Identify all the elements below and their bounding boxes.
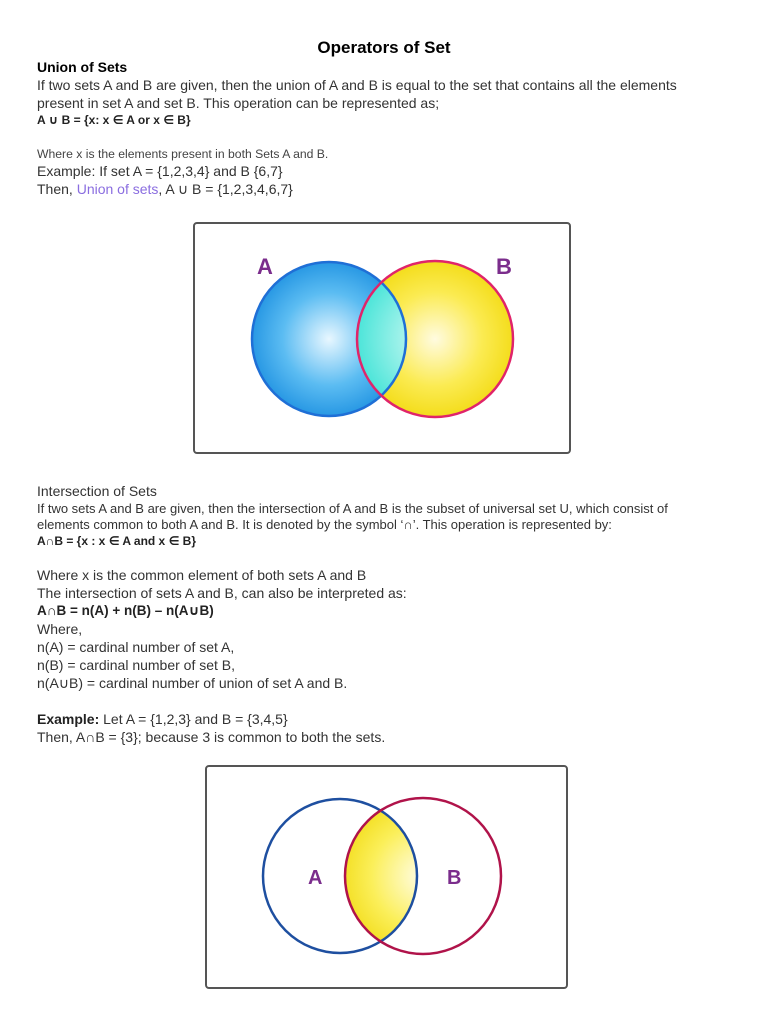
intersection-cardinal-formula: A∩B = n(A) + n(B) – n(A∪B): [37, 603, 214, 618]
intersection-example-line: [37, 711, 288, 727]
intersection-heading: Intersection of Sets: [37, 483, 157, 499]
intersection-where-line: Where x is the common element of both sets A and B: [37, 567, 367, 583]
union-paragraph-line-1: If two sets A and B are given, then the union of A and B is equal to the set that contains all the elements: [37, 77, 677, 93]
union-formula: A ∪ B = {x: x ∈ A or x ∈ B}: [37, 113, 191, 127]
set-b-label: B: [496, 254, 512, 279]
set-a-label: A: [308, 867, 323, 889]
intersection-interpret-line: The intersection of sets A and B, can also be interpreted as:: [37, 585, 407, 601]
set-a-label: A: [257, 254, 273, 279]
definition-n-b: n(B) = cardinal number of set B,: [37, 657, 236, 673]
intersection-formula: A∩B = {x : x ∈ A and x ∈ B}: [37, 534, 196, 548]
intersection-where-word: Where,: [37, 621, 83, 637]
union-of-sets-link[interactable]: Union of sets: [76, 181, 159, 197]
union-example-line: Example: If set A = {1,2,3,4} and B {6,7}: [37, 163, 283, 179]
union-where-note: Where x is the elements present in both Sets A and B.: [37, 147, 329, 161]
intersection-paragraph-line-2: elements common to both A and B. It is denoted by the symbol ‘∩’. This operation is represented by:: [37, 517, 612, 532]
intersection-paragraph-line-1: If two sets A and B are given, then the intersection of A and B is the subset of universal set U, which consist of: [37, 501, 668, 516]
definition-n-a: n(A) = cardinal number of set A,: [37, 639, 235, 655]
intersection-venn-svg: [207, 767, 566, 987]
union-then-line: [37, 181, 293, 198]
union-then-suffix: , A ∪ B = {1,2,3,4,6,7}: [158, 181, 293, 197]
union-paragraph-line-2: present in set A and set B. This operation can be represented as;: [37, 95, 440, 111]
union-venn-svg: [195, 224, 569, 452]
union-heading: Union of Sets: [37, 59, 128, 75]
definition-n-union: n(A∪B) = cardinal number of union of set A and B.: [37, 675, 348, 691]
intersection-venn-diagram: [205, 765, 568, 989]
example-text: Let A = {1,2,3} and B = {3,4,5}: [99, 711, 288, 727]
union-venn-diagram: [193, 222, 571, 454]
set-b-label: B: [447, 867, 462, 889]
page-title: Operators of Set: [317, 38, 451, 57]
intersection-then-line: Then, A∩B = {3}; because 3 is common to both the sets.: [37, 729, 386, 745]
union-then-prefix: Then,: [37, 181, 77, 197]
example-label: Example:: [37, 711, 100, 727]
